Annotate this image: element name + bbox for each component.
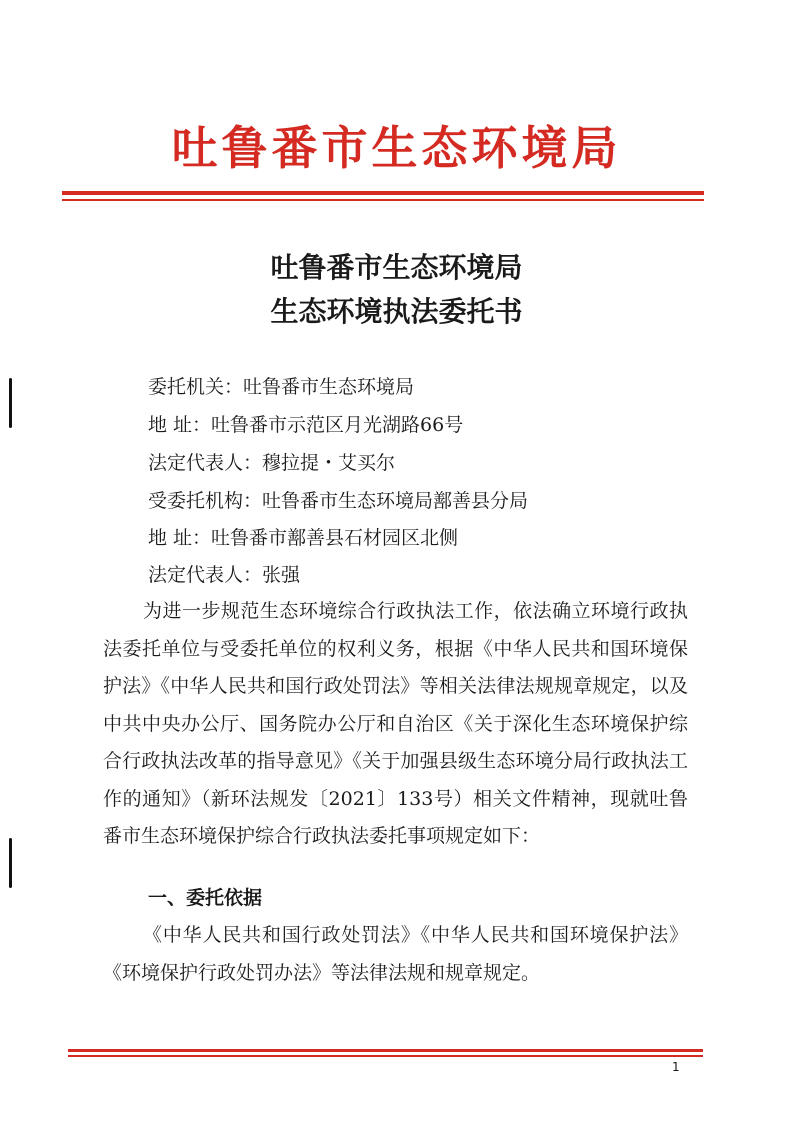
binding-mark-bottom: [9, 838, 12, 888]
document-title-line2: 生态环境执法委托书: [270, 295, 523, 328]
entrusting-org: 委托机关：吐鲁番市生态环境局: [148, 376, 415, 398]
intro-paragraph: 为进一步规范生态环境综合行政执法工作，依法确立环境行政执法委托单位与受委托单位的权利义务，根据《中华人民共和国环境保护法》《中华人民共和国行政处罚法》等相关法律法规规章规定，以及中共中央办公厅、国务院办公厅和自治区《关于深化生态环境保护综合行政执法改革的指导意见》《关于加强县级生态环境分局行政执法工作的通知》（新环法规发〔2021〕133号）相关文件精神，现就吐鲁番市生态环境保护综合行政执法委托事项规定如下：: [103, 600, 688, 847]
entrusting-address: 地 址：吐鲁番市示范区月光湖路66号: [148, 414, 464, 436]
section-1-paragraph: 《中华人民共和国行政处罚法》《中华人民共和国环境保护法》《环境保护行政处罚办法》等法律法规和规章规定。: [103, 924, 688, 984]
page-number: 1: [672, 1060, 680, 1074]
footer-rule-thick: [68, 1049, 703, 1052]
letterhead-rule-thick: [62, 191, 704, 195]
footer-rule-thin: [68, 1055, 703, 1057]
entrusted-org: 受委托机构：吐鲁番市生态环境局鄯善县分局: [148, 490, 529, 512]
letterhead-rule-thin: [62, 199, 704, 201]
entrusted-rep: 法定代表人：张强: [148, 564, 301, 586]
document-title-line1: 吐鲁番市生态环境局: [270, 251, 523, 284]
binding-mark-top: [9, 378, 12, 428]
entrusting-rep: 法定代表人：穆拉提・艾买尔: [148, 452, 396, 474]
section-1-heading: 一、委托依据: [148, 887, 263, 909]
letterhead-agency-name: 吐鲁番市生态环境局: [171, 121, 622, 175]
entrusted-address: 地 址：吐鲁番市鄯善县石材园区北侧: [148, 527, 459, 549]
